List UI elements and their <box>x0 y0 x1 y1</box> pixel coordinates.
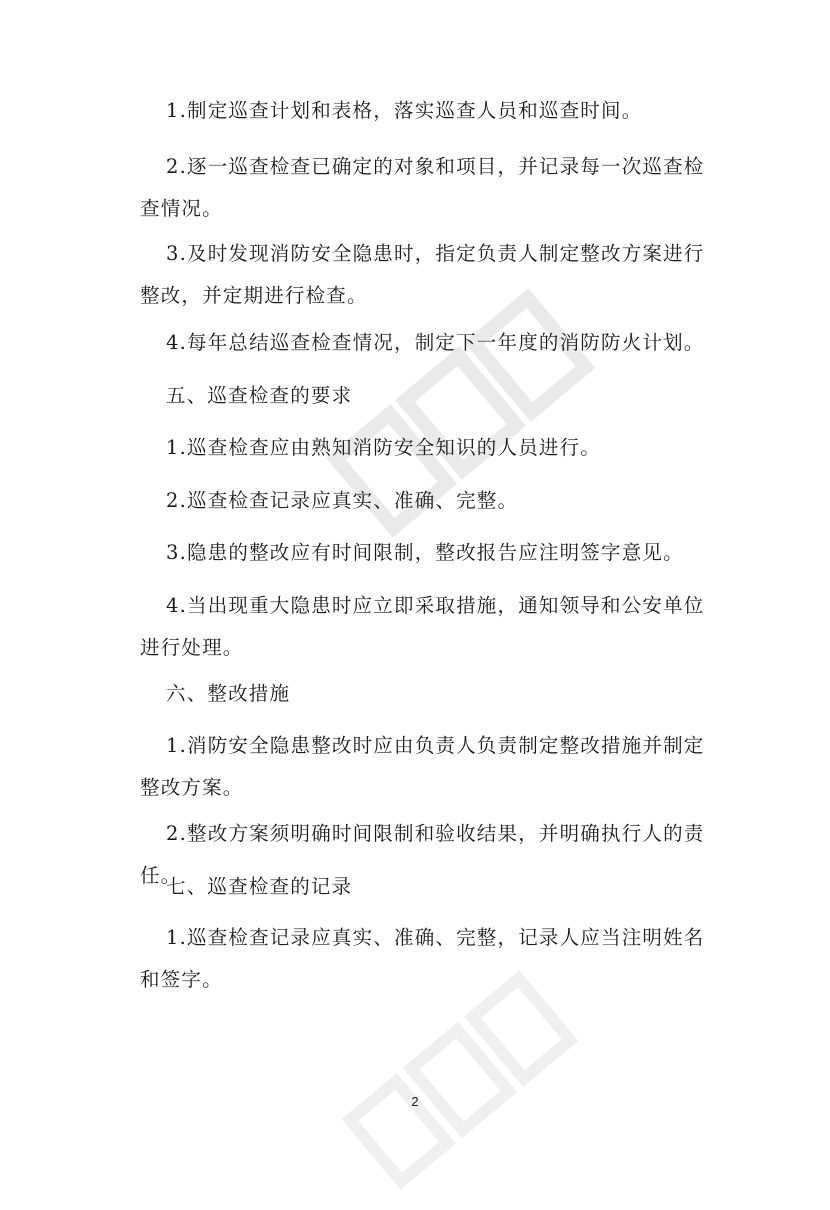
paragraph-4: 4.每年总结巡查检查情况，制定下一年度的消防防火计划。 <box>166 331 705 354</box>
paragraph-3: 3.及时发现消防安全隐患时，指定负责人制定整改方案进行整改，并定期进行检查。 <box>140 242 705 307</box>
section-5-heading: 五、巡查检查的要求 <box>166 384 353 407</box>
section-6-heading: 六、整改措施 <box>166 682 291 705</box>
section-5-item-2: 2.巡查检查记录应真实、准确、完整。 <box>166 489 519 512</box>
section-6-item-1: 1.消防安全隐患整改时应由负责人负责制定整改措施并制定整改方案。 <box>140 734 705 799</box>
section-7-item-1: 1.巡查检查记录应真实、准确、完整，记录人应当注明姓名和签字。 <box>140 926 705 991</box>
paragraph-2: 2.逐一巡查检查已确定的对象和项目，并记录每一次巡查检查情况。 <box>140 155 705 220</box>
paragraph-1: 1.制定巡查计划和表格，落实巡查人员和巡查时间。 <box>166 99 643 122</box>
section-7-heading: 七、巡查检查的记录 <box>166 875 353 898</box>
section-6-item-2: 2.整改方案须明确时间限制和验收结果，并明确执行人的责任。 <box>140 822 705 887</box>
section-5-item-1: 1.巡查检查应由熟知消防安全知识的人员进行。 <box>166 436 602 459</box>
section-5-item-3: 3.隐患的整改应有时间限制，整改报告应注明签字意见。 <box>166 541 684 564</box>
page-number: 2 <box>411 1094 419 1109</box>
section-5-item-4: 4.当出现重大隐患时应立即采取措施，通知领导和公安单位进行处理。 <box>140 594 705 659</box>
